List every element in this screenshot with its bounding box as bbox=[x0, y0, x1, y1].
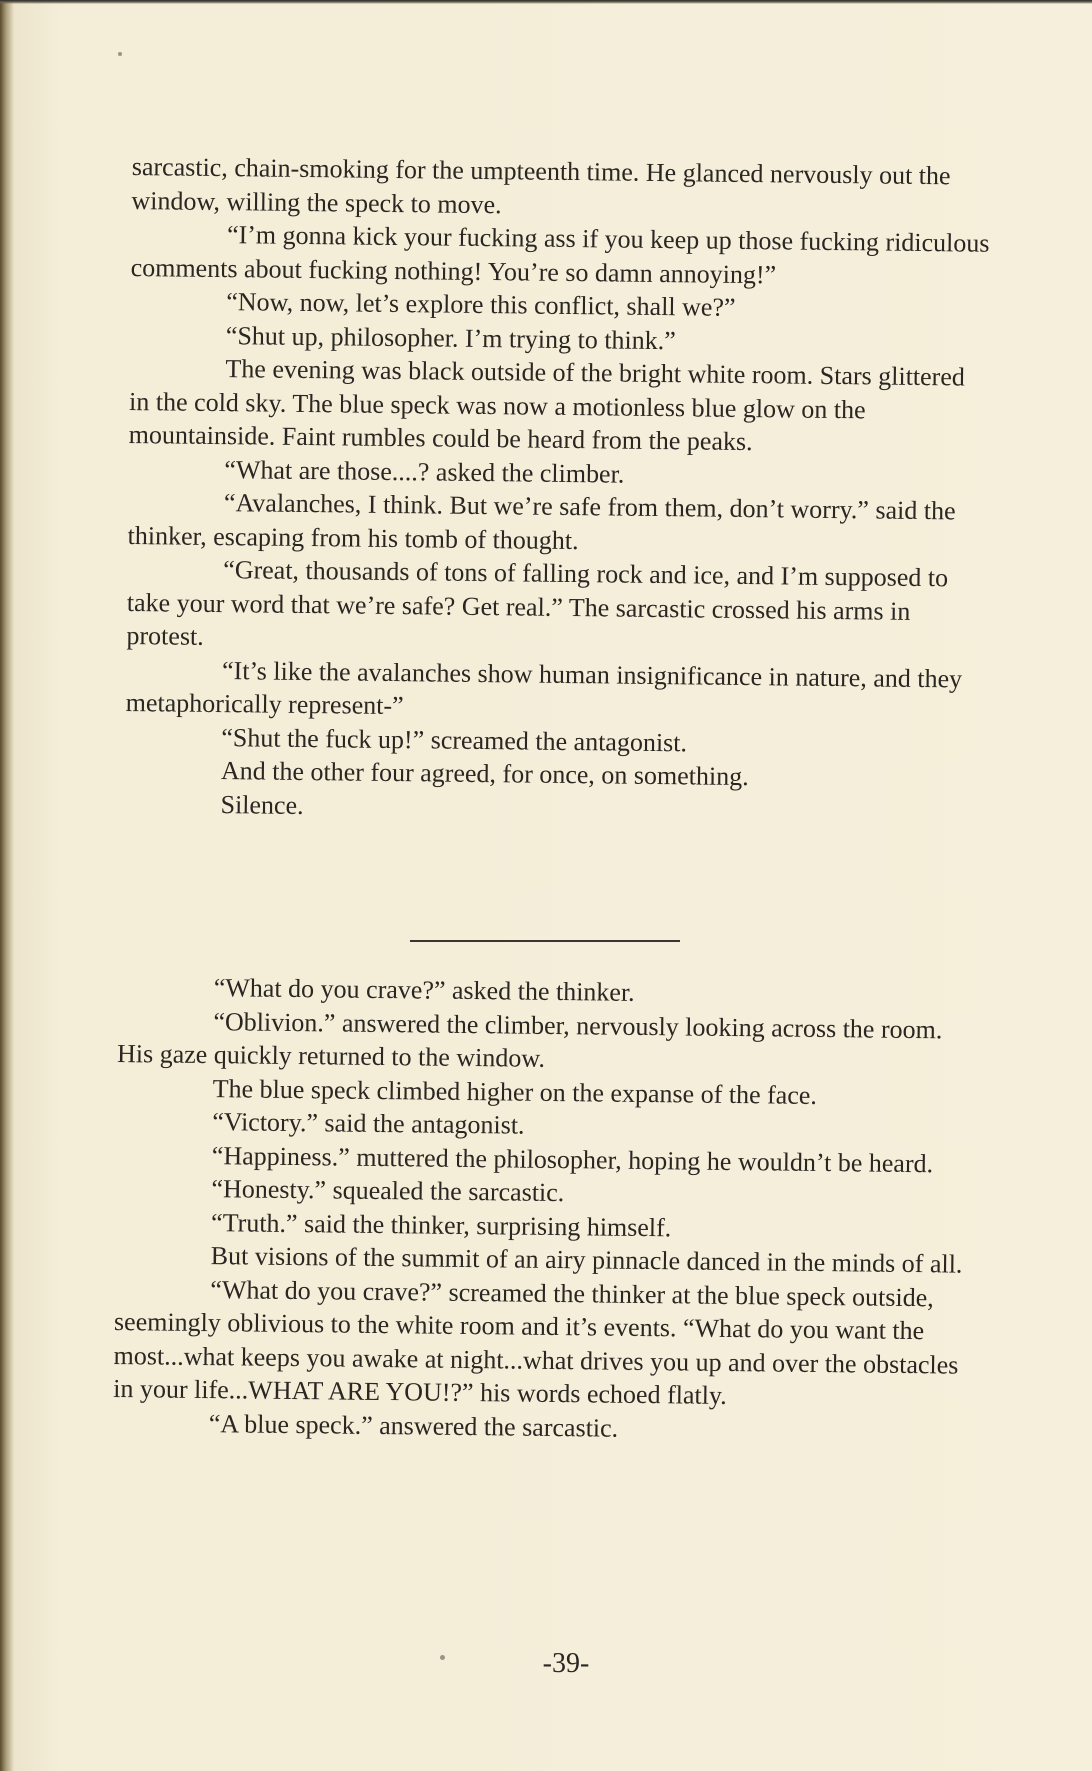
top-text-section bbox=[124, 150, 992, 830]
paragraph: “Shut up, philosopher. I’m trying to think.” bbox=[225, 320, 676, 355]
paragraph: “Avalanches, I think. But we’re safe from them, don’t worry.” said the thinker, escaping from his tomb of thought. bbox=[127, 488, 956, 555]
paragraph: “Oblivion.” answered the climber, nervously looking across the room. His gaze quickly returned to the window. bbox=[116, 1006, 943, 1073]
paragraph: “Honesty.” squealed the sarcastic. bbox=[211, 1174, 565, 1208]
paragraph: “What do you crave?” asked the thinker. bbox=[213, 973, 635, 1007]
page-number: -39- bbox=[542, 1648, 590, 1679]
paragraph: “Victory.” said the antagonist. bbox=[212, 1107, 525, 1140]
paragraph: “Now, now, let’s explore this conflict, shall we?” bbox=[226, 287, 736, 322]
paragraph: “It’s like the avalanches show human insignificance in nature, and they metaphorically represent-” bbox=[125, 655, 963, 721]
paragraph: sarcastic, chain-smoking for the umpteenth time. He glanced nervously out the window, willing the speck to move. bbox=[131, 151, 951, 219]
paragraph: “Shut the fuck up!” screamed the antagonist. bbox=[221, 722, 688, 757]
bottom-text-section bbox=[113, 970, 978, 1449]
paragraph: But visions of the summit of an airy pinnacle danced in the minds of all. bbox=[210, 1241, 963, 1279]
paragraph: “What are those....? asked the climber. bbox=[224, 454, 625, 489]
paragraph: “Happiness.” muttered the philosopher, hoping he wouldn’t be heard. bbox=[211, 1140, 934, 1178]
paragraph: The blue speck climbed higher on the expanse of the face. bbox=[212, 1073, 818, 1110]
paragraph: “A blue speck.” answered the sarcastic. bbox=[208, 1408, 619, 1443]
section-divider bbox=[410, 940, 680, 942]
paragraph: And the other four agreed, for once, on something. bbox=[220, 756, 749, 792]
paper-speck bbox=[118, 52, 122, 56]
paragraph: “Great, thousands of tons of falling rock and ice, and I’m supposed to take your word that we’re safe? Get real.” The sarcastic crossed his arms in protest. bbox=[126, 555, 949, 651]
paragraph: The evening was black outside of the bright white room. Stars glittered in the cold sky. The blue speck was now a motionless blue glow on the mountainside. Faint rumbles could be heard from the peaks. bbox=[128, 354, 966, 457]
paragraph: “I’m gonna kick your fucking ass if you keep up those fucking ridiculous comments about fucking nothing! You’re so damn annoying!” bbox=[130, 220, 990, 289]
paragraph: “What do you crave?” screamed the thinker at the blue speck outside, seemingly oblivious to the white room and it’s events. “What do you want the most...what keeps you awake at night...what drives you up and over the obstacles in your life...WHAT ARE YOU!?” his words echoed flatly. bbox=[113, 1274, 959, 1410]
page-top-edge bbox=[0, 0, 1092, 4]
paragraph: “Truth.” said the thinker, surprising himself. bbox=[210, 1207, 672, 1242]
paragraph: Silence. bbox=[220, 789, 304, 820]
